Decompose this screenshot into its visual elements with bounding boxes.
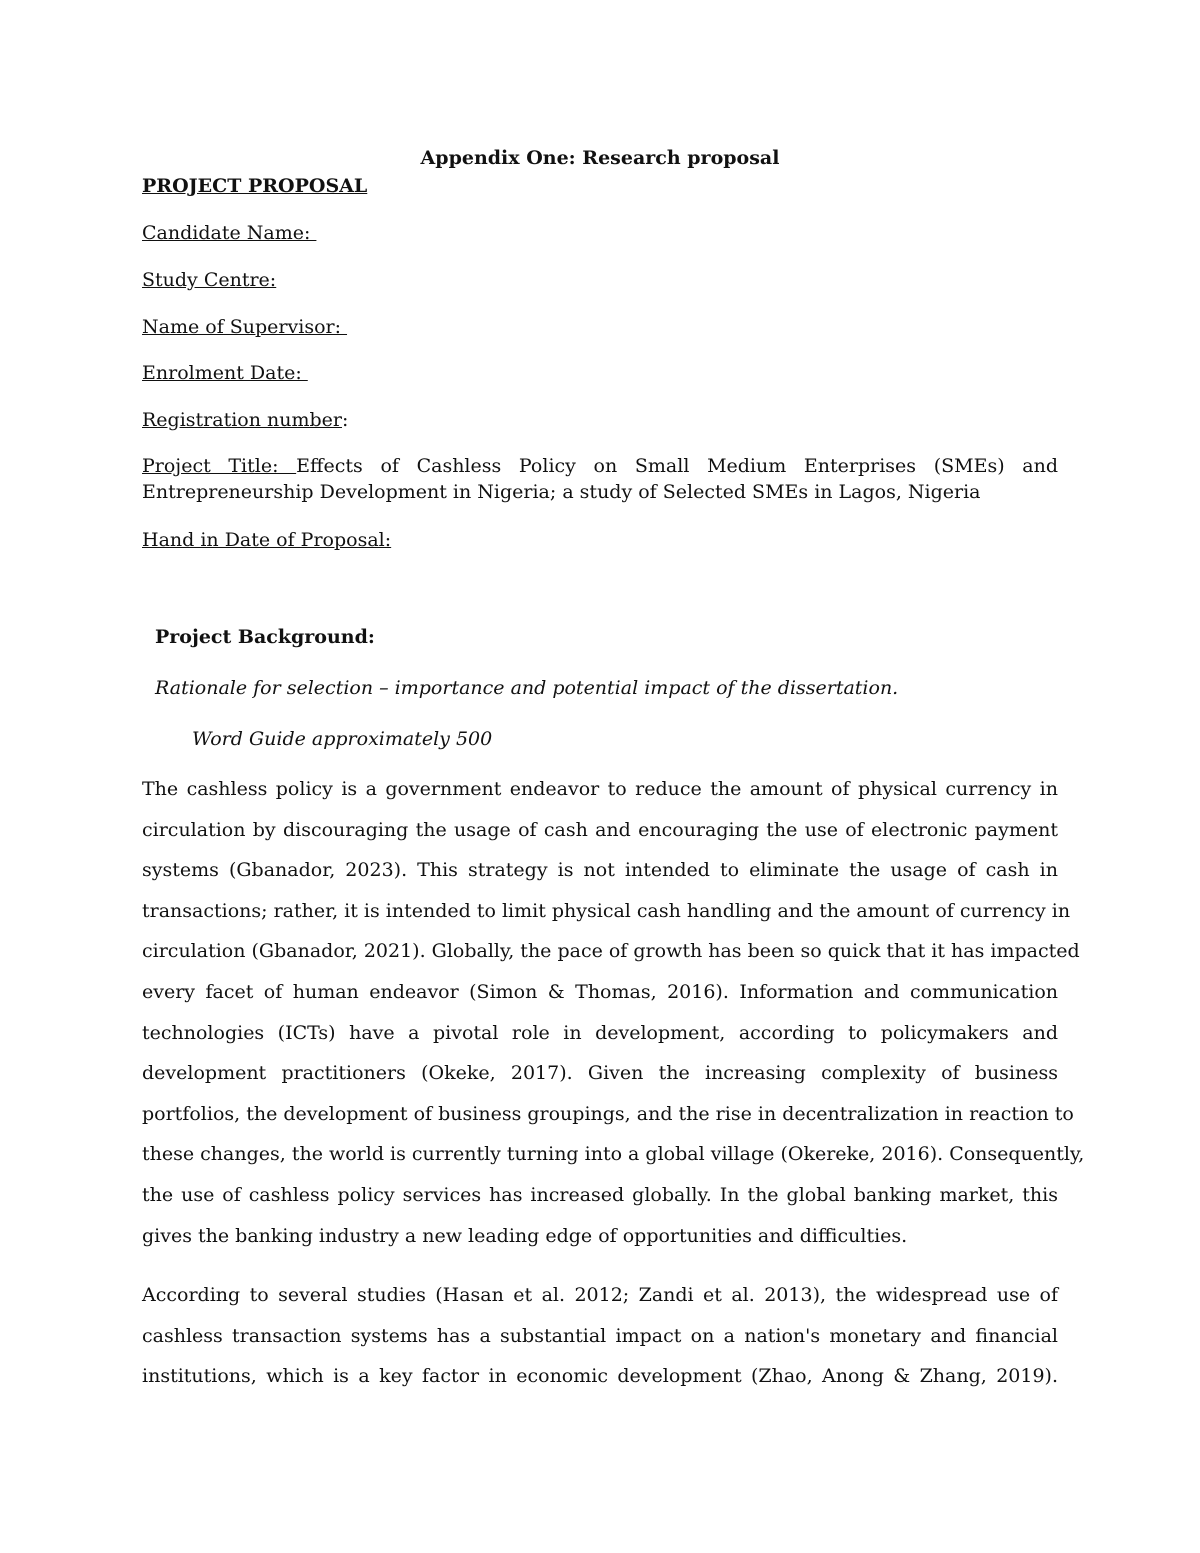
supervisor-label: Name of Supervisor: — [142, 316, 348, 338]
candidate-name-field — [142, 220, 1058, 246]
paragraph-line: institutions, which is a key factor in economic development (Zhao, Anong & Zhang, 2019). — [142, 1365, 1058, 1388]
rationale-text: Rationale for selection – importance and potential impact of the dissertation. — [155, 677, 899, 699]
project-title-line-2: Entrepreneurship Development in Nigeria; a study of Selected SMEs in Lagos, Nigeria — [142, 481, 981, 503]
paragraph-line: The cashless policy is a government endeavor to reduce the amount of physical currency in — [142, 778, 1058, 800]
registration-number-field — [142, 407, 1058, 433]
paragraph-line: circulation by discouraging the usage of cash and encouraging the use of electronic payment — [142, 818, 1058, 841]
project-title-field — [142, 453, 1058, 505]
paragraph-line: every facet of human endeavor (Simon & Thomas, 2016). Information and communication — [142, 980, 1058, 1003]
registration-number-label: Registration number — [142, 409, 342, 431]
enrolment-date-field — [142, 360, 1058, 386]
paragraph-line: According to several studies (Hasan et al. 2012; Zandi et al. 2013), the widespread use of — [142, 1284, 1058, 1306]
paragraph-line: circulation (Gbanador, 2021). Globally, the pace of growth has been so quick that it has impacted — [142, 940, 1080, 963]
paragraph-line: transactions; rather, it is intended to limit physical cash handling and the amount of currency in — [142, 899, 1071, 922]
word-guide-text: Word Guide approximately 500 — [192, 728, 493, 750]
study-centre-label: Study Centre: — [142, 269, 277, 291]
paragraph-line: systems (Gbanador, 2023). This strategy is not intended to eliminate the usage of cash in — [142, 859, 1058, 882]
body-paragraph-1 — [142, 769, 1085, 1256]
paragraph-line: gives the banking industry a new leading edge of opportunities and difficulties. — [142, 1224, 908, 1247]
paragraph-line: cashless transaction systems has a substantial impact on a nation's monetary and financial — [142, 1324, 1058, 1347]
paragraph-line: these changes, the world is currently turning into a global village (Okereke, 2016). Consequently, — [142, 1143, 1085, 1166]
project-title-text-1: Effects of Cashless Policy on Small Medium Enterprises (SMEs) and — [296, 455, 1059, 477]
enrolment-date-label: Enrolment Date: — [142, 362, 308, 384]
study-centre-field — [142, 267, 1058, 293]
hand-in-date-label: Hand in Date of Proposal: — [142, 529, 392, 551]
project-background-heading: Project Background: — [155, 626, 375, 648]
appendix-title: Appendix One: Research proposal — [420, 147, 780, 169]
body-paragraph-2 — [142, 1275, 1058, 1397]
paragraph-line: portfolios, the development of business groupings, and the rise in decentralization in reaction to — [142, 1102, 1074, 1125]
supervisor-field — [142, 314, 1058, 340]
paragraph-line: the use of cashless policy services has increased globally. In the global banking market, this — [142, 1183, 1058, 1206]
candidate-name-label: Candidate Name: — [142, 222, 317, 244]
paragraph-line: development practitioners (Okeke, 2017). Given the increasing complexity of business — [142, 1062, 1058, 1085]
registration-colon: : — [342, 409, 349, 431]
hand-in-date-field — [142, 527, 1058, 553]
paragraph-line: technologies (ICTs) have a pivotal role in development, according to policymakers and — [142, 1021, 1058, 1044]
project-title-line-1 — [142, 453, 1058, 479]
project-title-label: Project Title: — [142, 455, 297, 477]
proposal-heading: PROJECT PROPOSAL — [142, 175, 368, 197]
